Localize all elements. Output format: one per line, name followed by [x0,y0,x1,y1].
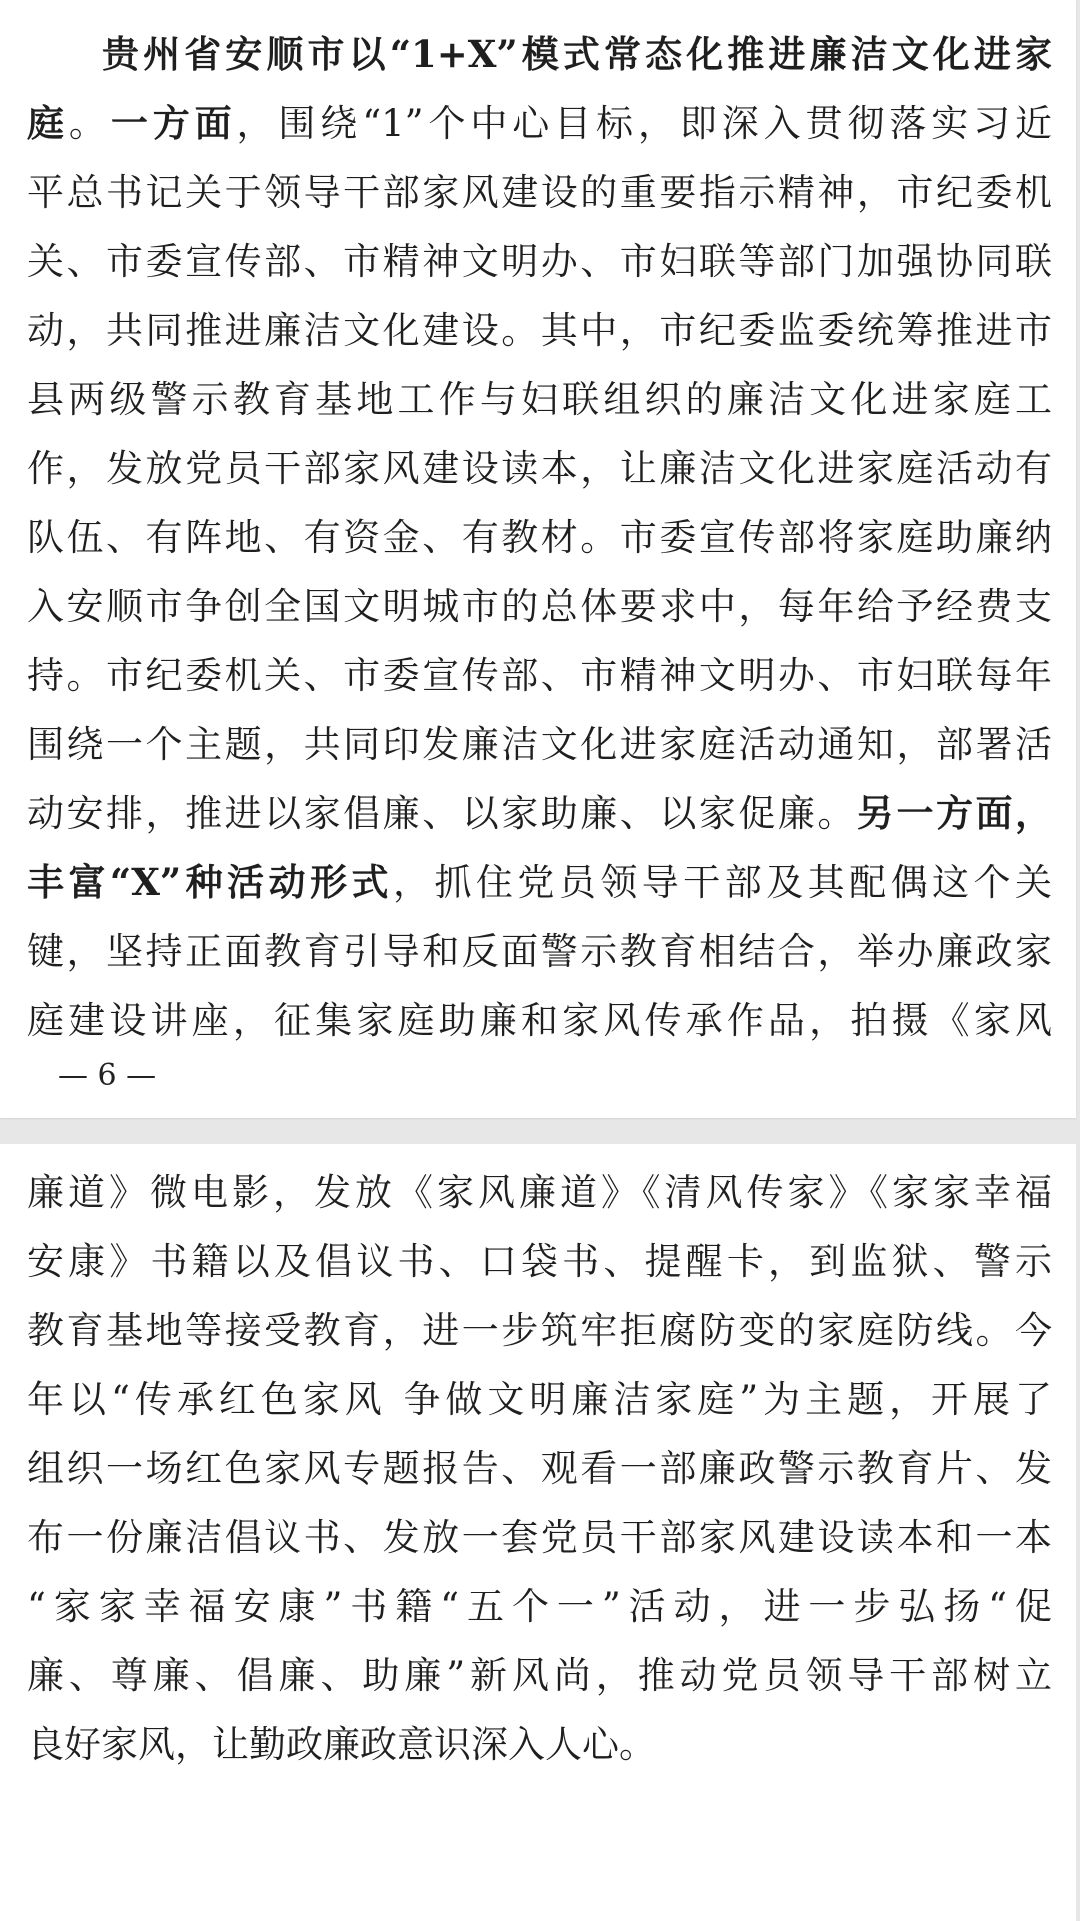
text-line: “家家幸福安康”书籍“五个一”活动，进一步弘扬“促 [27,1585,1052,1628]
text-line [27,779,1052,848]
text-line: 庭建设讲座，征集家庭助廉和家风传承作品，拍摄《家风 [27,999,1052,1042]
bold-lead-in: 庭 [27,101,69,145]
text-line: 组织一场红色家风专题报告、观看一部廉政警示教育片、发 [27,1447,1052,1490]
text-line: 教育基地等接受教育，进一步筑牢拒腐防变的家庭防线。今 [27,1309,1052,1352]
text-run: 动安排，推进以家倡廉、以家助廉、以家促廉。 [27,792,857,835]
text-line: 作，发放党员干部家风建设读本，让廉洁文化进家庭活动有 [27,447,1052,490]
text-line: 队伍、有阵地、有资金、有教材。市委宣传部将家庭助廉纳 [27,516,1052,559]
text-line: 关、市委宣传部、市精神文明办、市妇联等部门加强协同联 [27,240,1052,283]
text-line: 廉道》微电影，发放《家风廉道》《清风传家》《家家幸福 [27,1171,1052,1214]
bold-phrase: 另一方面， [856,791,1052,835]
bold-lead-in: 贵州省安顺市以“1+X”模式常态化推进廉洁文化进家 [102,32,1052,76]
text-line: 县两级警示教育基地工作与妇联组织的廉洁文化进家庭工 [27,378,1052,421]
text-line: 持。市纪委机关、市委宣传部、市精神文明办、市妇联每年 [27,654,1052,697]
text-line: 平总书记关于领导干部家风建设的重要指示精神，市纪委机 [27,171,1052,214]
text-run: ，抓住党员领导干部及其配偶这个关 [393,861,1052,904]
page-1-text-body [27,20,1052,1055]
bold-phrase: 一方面 [110,101,237,145]
text-run: ，围绕“1”个中心目标，即深入贯彻落实习近 [236,102,1052,145]
text-line: 键，坚持正面教育引导和反面警示教育相结合，举办廉政家 [27,930,1052,973]
text-run: 。 [68,102,111,145]
text-line: 布一份廉洁倡议书、发放一套党员干部家风建设读本和一本 [27,1516,1052,1559]
text-line: 动，共同推进廉洁文化建设。其中，市纪委监委统筹推进市 [27,309,1052,352]
text-line: 安康》书籍以及倡议书、口袋书、提醒卡，到监狱、警示 [27,1240,1052,1283]
document-page-2 [0,1144,1076,1921]
text-line: 年以“传承红色家风 争做文明廉洁家庭”为主题，开展了 [27,1378,1052,1421]
page-number: — 6 — [58,1058,157,1093]
text-line [27,89,1052,158]
page-2-text-body [27,1158,1052,1779]
text-line: 廉、尊廉、倡廉、助廉”新风尚，推动党员领导干部树立 [27,1654,1052,1697]
text-line [27,20,1052,89]
text-line: 良好家风，让勤政廉政意识深入人心。 [27,1723,656,1766]
text-line: 入安顺市争创全国文明城市的总体要求中，每年给予经费支 [27,585,1052,628]
bold-phrase: 丰富“X”种活动形式 [27,860,393,904]
text-line [27,848,1052,917]
text-line: 围绕一个主题，共同印发廉洁文化进家庭活动通知，部署活 [27,723,1052,766]
